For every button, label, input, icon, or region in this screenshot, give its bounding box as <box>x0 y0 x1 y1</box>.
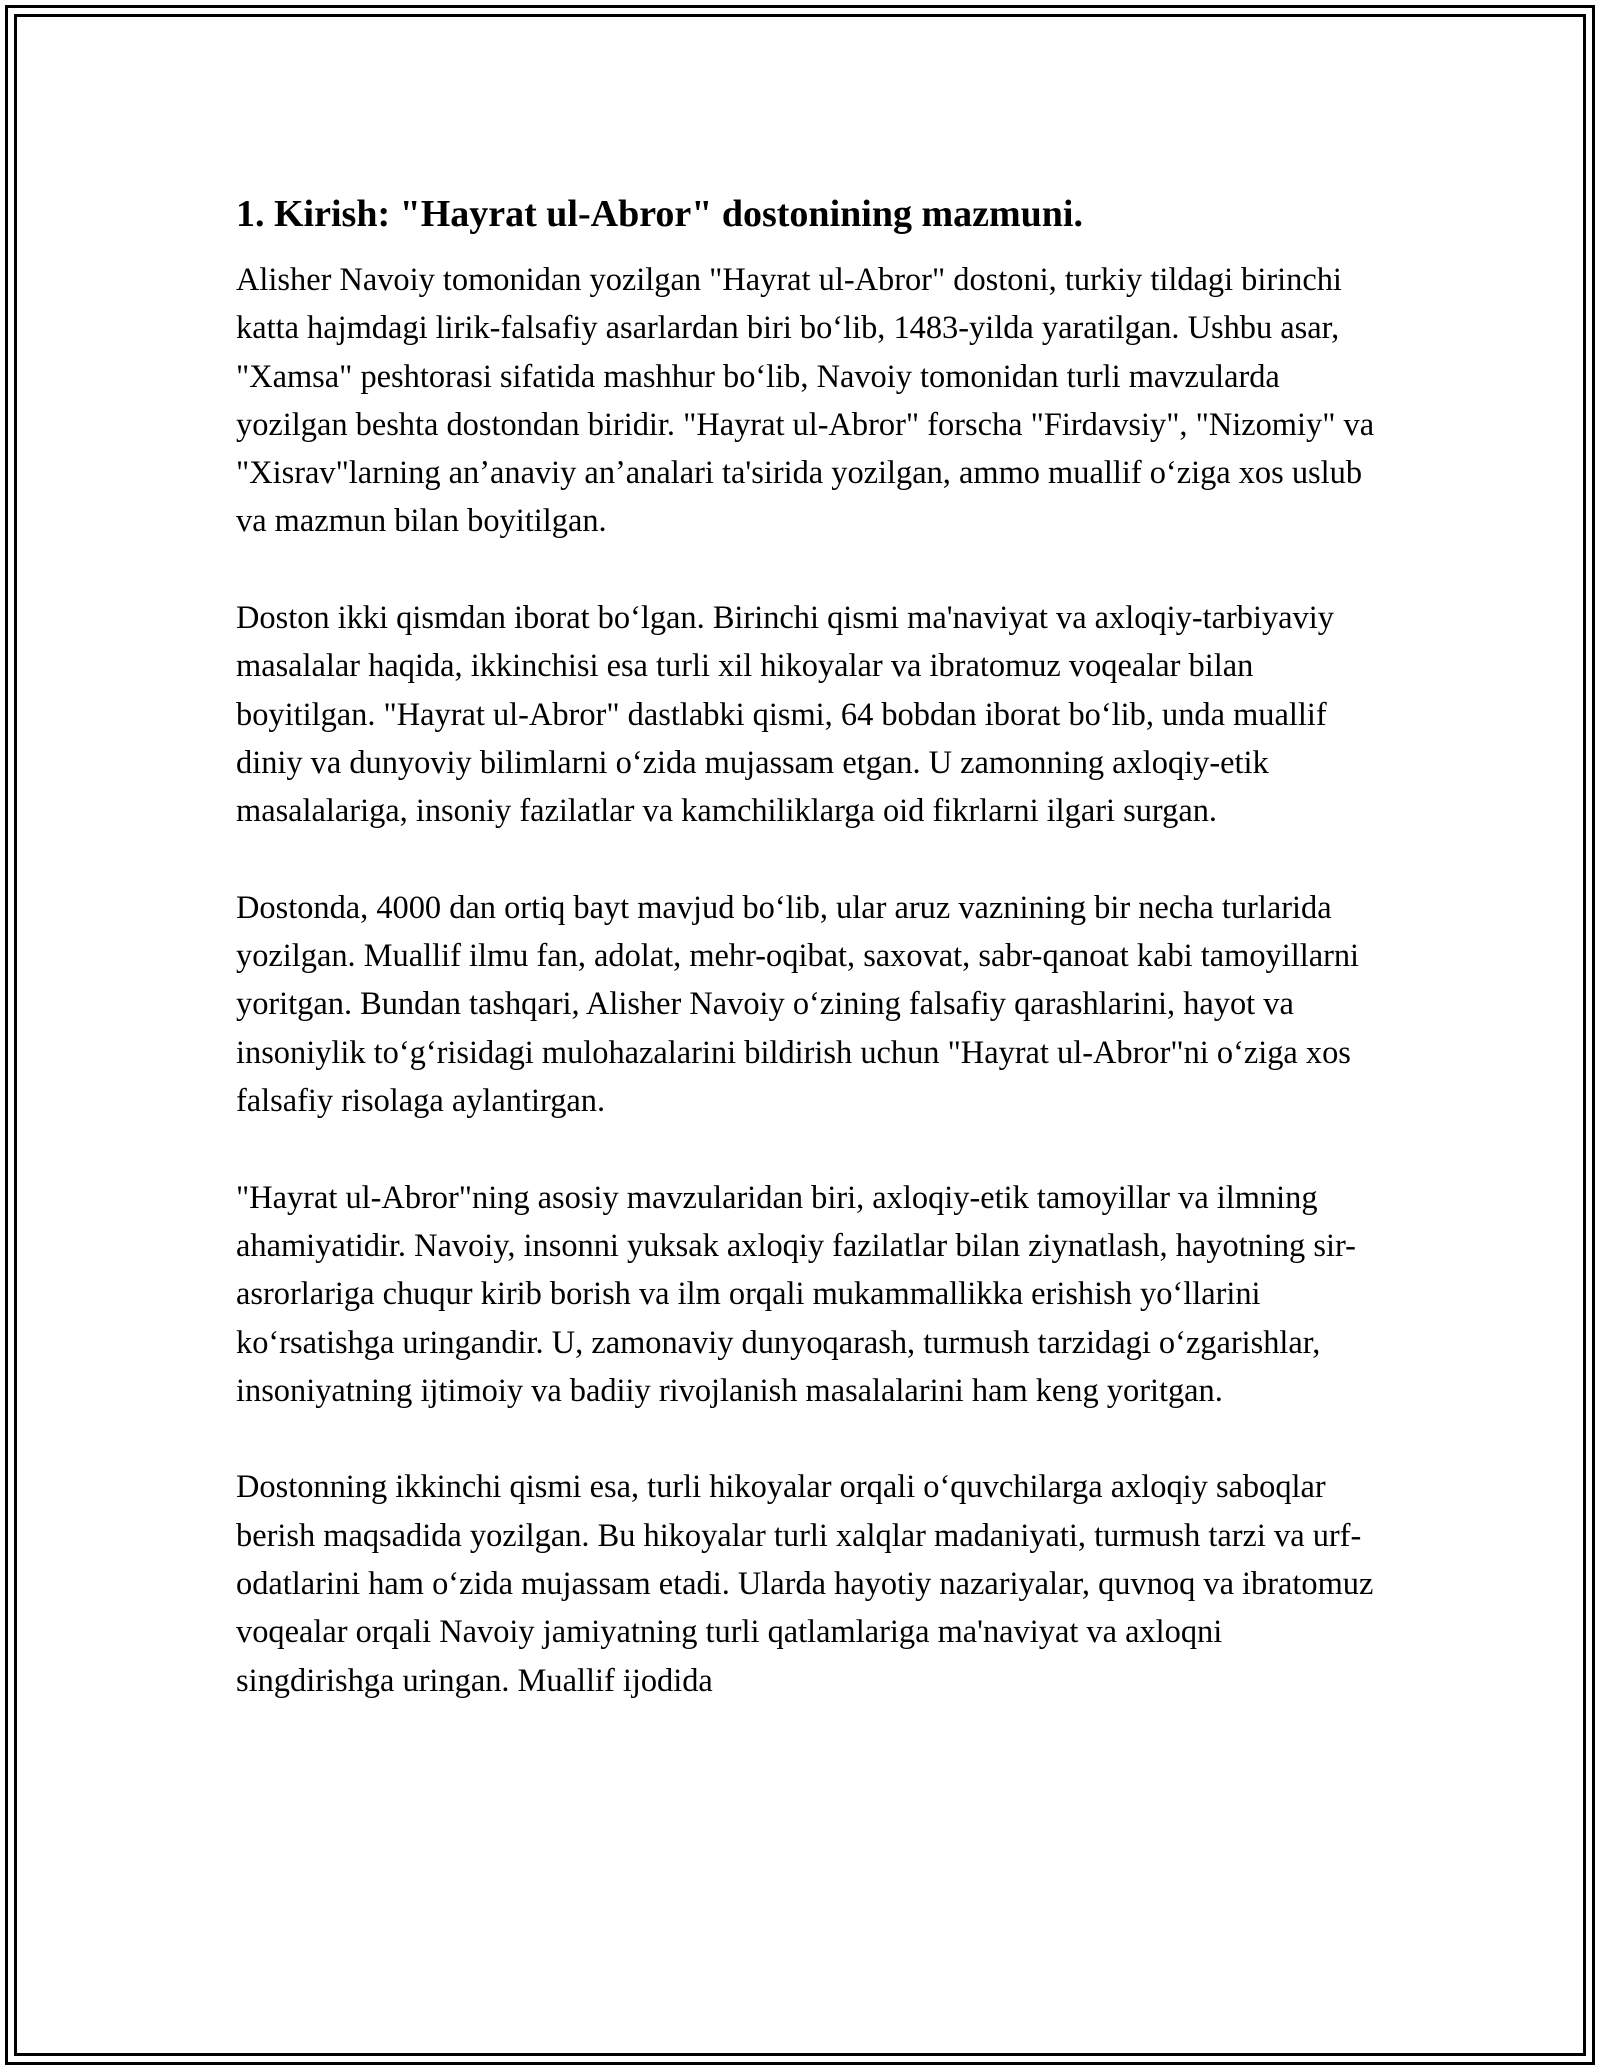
document-body <box>236 186 1376 1705</box>
paragraph-2: Doston ikki qismdan iborat boʻlgan. Birinchi qismi ma'naviyat va axloqiy-tarbiyaviy masalalar haqida, ikkinchisi esa turli xil hikoyalar va ibratomuz voqealar bilan boyitilgan. "Hayrat ul-Abror" dastlabki qismi, 64 bobdan iborat boʻlib, unda muallif diniy va dunyoviy bilimlarni oʻzida mujassam etgan. U zamonning axloqiy-etik masalalariga, insoniy fazilatlar va kamchiliklarga oid fikrlarni ilgari surgan. <box>236 600 1334 830</box>
paragraph-5: Dostonning ikkinchi qismi esa, turli hikoyalar orqali oʻquvchilarga axloqiy saboqlar berish maqsadida yozilgan. Bu hikoyalar turli xalqlar madaniyati, turmush tarzi va urf-odatlarini ham oʻzida mujassam etadi. Ularda hayotiy nazariyalar, quvnoq va ibratomuz voqealar orqali Navoiy jamiyatning turli qatlamlariga ma'naviyat va axloqni singdirishga uringan. Muallif ijodida <box>236 1469 1374 1699</box>
paragraph-4: "Hayrat ul-Abror"ning asosiy mavzularidan biri, axloqiy-etik tamoyillar va ilmning ahamiyatidir. Navoiy, insonni yuksak axloqiy fazilatlar bilan ziynatlash, hayotning sir-asrorlariga chuqur kirib borish va ilm orqali mukammallikka erishish yoʻllarini koʻrsatishga uringandir. U, zamonaviy dunyoqarash, turmush tarzidagi oʻzgarishlar, insoniyatning ijtimoiy va badiiy rivojlanish masalalarini ham keng yoritgan. <box>236 1179 1356 1409</box>
paragraph-1: Alisher Navoiy tomonidan yozilgan "Hayrat ul-Abror" dostoni, turkiy tildagi birinchi katta hajmdagi lirik-falsafiy asarlardan biri boʻlib, 1483-yilda yaratilgan. Ushbu asar, "Xamsa" peshtorasi sifatida mashhur boʻlib, Navoiy tomonidan turli mavzularda yozilgan beshta dostondan biridir. "Hayrat ul-Abror" forscha "Firdavsiy", "Nizomiy" va "Xisrav"larning anʼanaviy anʼanalari ta'sirida yozilgan, ammo muallif oʻziga xos uslub va mazmun bilan boyitilgan. <box>236 262 1375 540</box>
paragraph-3: Dostonda, 4000 dan ortiq bayt mavjud boʻlib, ular aruz vaznining bir necha turlarida yozilgan. Muallif ilmu fan, adolat, mehr-oqibat, saxovat, sabr-qanoat kabi tamoyillarni yoritgan. Bundan tashqari, Alisher Navoiy oʻzining falsafiy qarashlarini, hayot va insoniylik toʻgʻrisidagi mulohazalarini bildirish uchun "Hayrat ul-Abror"ni oʻziga xos falsafiy risolaga aylantirgan. <box>236 889 1360 1120</box>
section-heading: 1. Kirish: "Hayrat ul-Abror" dostonining mazmuni. <box>236 193 1083 235</box>
